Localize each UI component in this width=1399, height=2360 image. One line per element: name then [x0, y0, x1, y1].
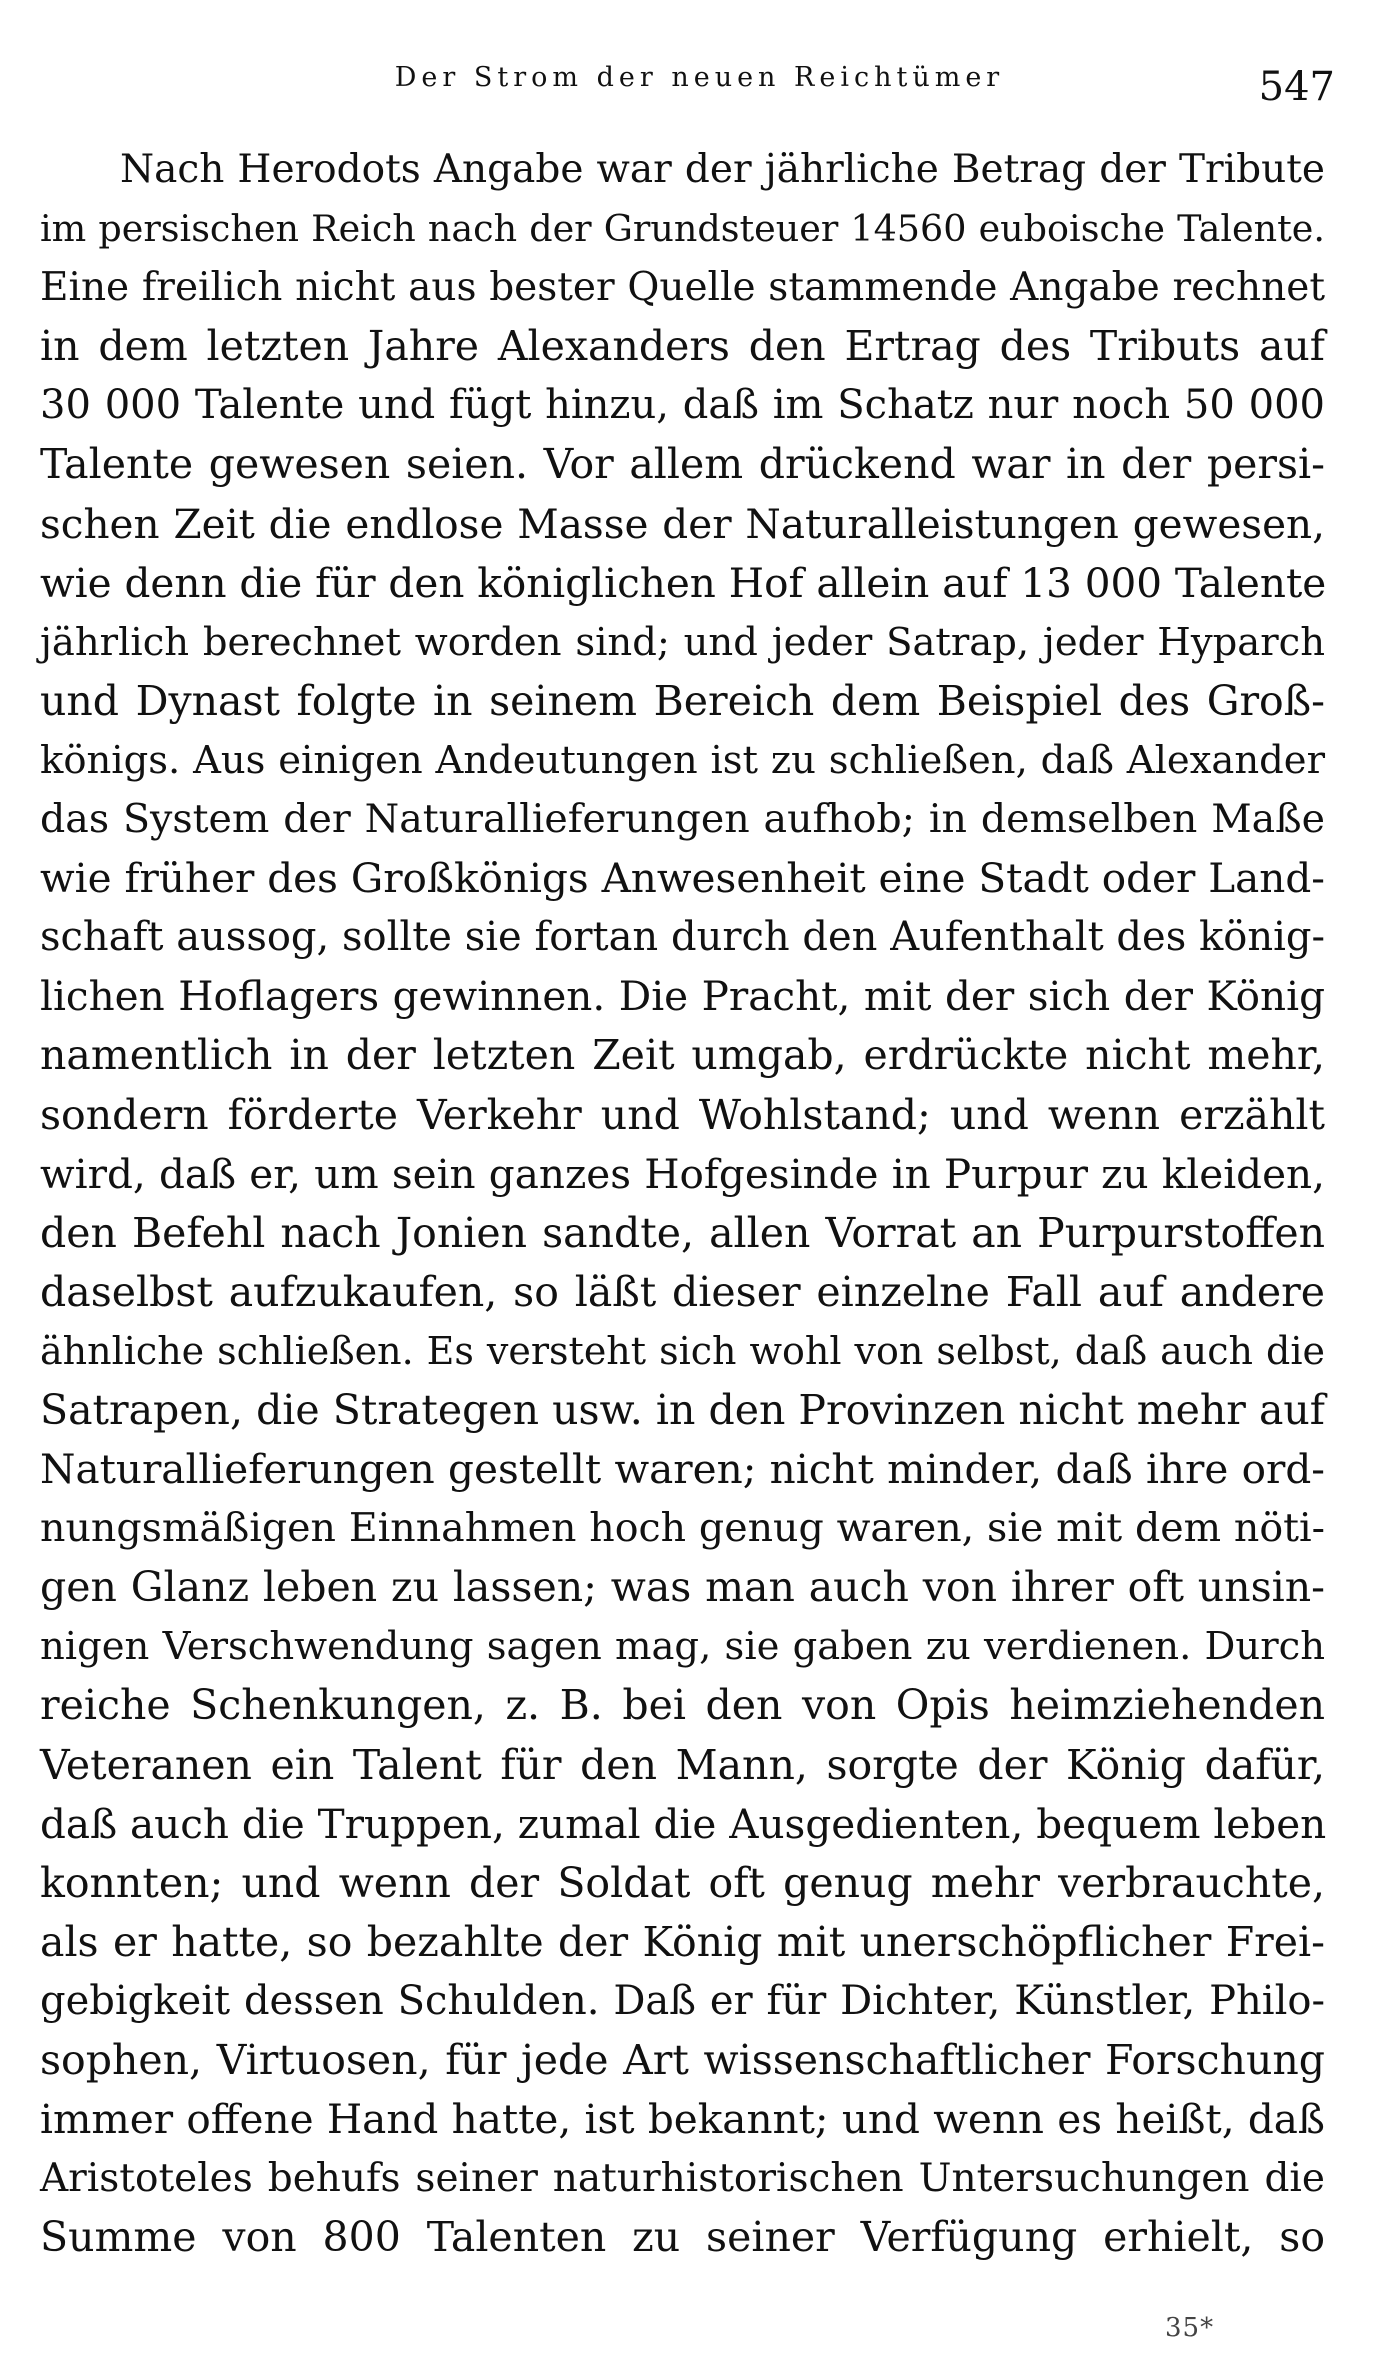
text-line: Eine freilich nicht aus bester Quelle stammende Angabe rechnet — [40, 265, 1325, 311]
text-line: als er hatte, so bezahlte der König mit unerschöpflicher Frei- — [40, 1917, 1325, 1966]
text-line: Naturallieferungen gestellt waren; nicht minder, daß ihre ord- — [40, 1445, 1325, 1494]
text-line: daß auch die Truppen, zumal die Ausgedienten, bequem leben — [40, 1799, 1327, 1848]
text-line: Summe von 800 Talenten zu seiner Verfügung erhielt, so — [40, 2213, 1325, 2262]
text-line: daselbst aufzukaufen, so läßt dieser einzelne Fall auf andere — [40, 1267, 1325, 1316]
text-line: wie denn die für den königlichen Hof allein auf 13 000 Talente — [40, 558, 1327, 607]
text-line: Aristoteles behufs seiner naturhistorischen Untersuchungen die — [40, 2156, 1325, 2202]
text-line: nungsmäßigen Einnahmen hoch genug waren, sie mit dem nöti- — [40, 1505, 1325, 1552]
text-line: Veteranen ein Talent für den Mann, sorgte der König dafür, — [40, 1740, 1325, 1789]
text-line: konnten; und wenn der Soldat oft genug mehr verbrauchte, — [40, 1858, 1325, 1907]
text-line: namentlich in der letzten Zeit umgab, erdrückte nicht mehr, — [40, 1031, 1325, 1080]
text-line: gen Glanz leben zu lassen; was man auch von ihrer oft unsin- — [40, 1563, 1325, 1612]
page-number: 547 — [1258, 64, 1335, 110]
text-line: sophen, Virtuosen, für jede Art wissenschaftlicher Forschung — [40, 2036, 1325, 2084]
text-line: wird, daß er, um sein ganzes Hofgesinde in Purpur zu kleiden, — [40, 1149, 1325, 1198]
running-head: Der Strom der neuen Reichtümer — [394, 62, 1005, 93]
text-line: das System der Naturallieferungen aufhob; in demselben Maße — [40, 796, 1325, 843]
text-line: in dem letzten Jahre Alexanders den Ertrag des Tributs auf — [40, 322, 1325, 371]
text-line: nigen Verschwendung sagen mag, sie gaben zu verdienen. Durch — [40, 1624, 1325, 1670]
text-line: den Befehl nach Jonien sandte, allen Vorrat an Purpurstoffen — [40, 1208, 1325, 1257]
signature-mark: 35* — [1165, 2313, 1215, 2343]
text-line: lichen Hoflagers gewinnen. Die Pracht, mit der sich der König — [40, 972, 1325, 1021]
text-line: Nach Herodots Angabe war der jährliche Betrag der Tribute — [120, 147, 1325, 192]
text-line: ähnliche schließen. Es versteht sich wohl von selbst, daß auch die — [40, 1328, 1325, 1373]
text-line: jährlich berechnet worden sind; und jeder Satrap, jeder Hyparch — [40, 619, 1325, 665]
text-line: gebigkeit dessen Schulden. Daß er für Dichter, Künstler, Philo- — [40, 1977, 1325, 2024]
text-line: sondern förderte Verkehr und Wohlstand; und wenn erzählt — [40, 1090, 1325, 1139]
text-line: im persischen Reich nach der Grundsteuer 14560 euboische Talente. — [40, 207, 1325, 251]
body-text — [40, 140, 1325, 2267]
text-line: immer offene Hand hatte, ist bekannt; und wenn es heißt, daß — [40, 2095, 1325, 2144]
text-line: Talente gewesen seien. Vor allem drückend war in der persi- — [40, 440, 1325, 489]
text-line: königs. Aus einigen Andeutungen ist zu schließen, daß Alexander — [40, 737, 1325, 783]
text-line: 30 000 Talente und fügt hinzu, daß im Schatz nur noch 50 000 — [40, 382, 1325, 429]
text-line: schen Zeit die endlose Masse der Naturalleistungen gewesen, — [40, 499, 1325, 548]
text-line: und Dynast folgte in seinem Bereich dem Beispiel des Groß- — [40, 676, 1325, 725]
text-line: Satrapen, die Strategen usw. in den Provinzen nicht mehr auf — [40, 1385, 1325, 1434]
text-line: wie früher des Großkönigs Anwesenheit eine Stadt oder Land- — [40, 854, 1325, 903]
text-line: schaft aussog, sollte sie fortan durch den Aufenthalt des könig- — [40, 914, 1325, 961]
text-line: reiche Schenkungen, z. B. bei den von Opis heimziehenden — [40, 1681, 1325, 1730]
